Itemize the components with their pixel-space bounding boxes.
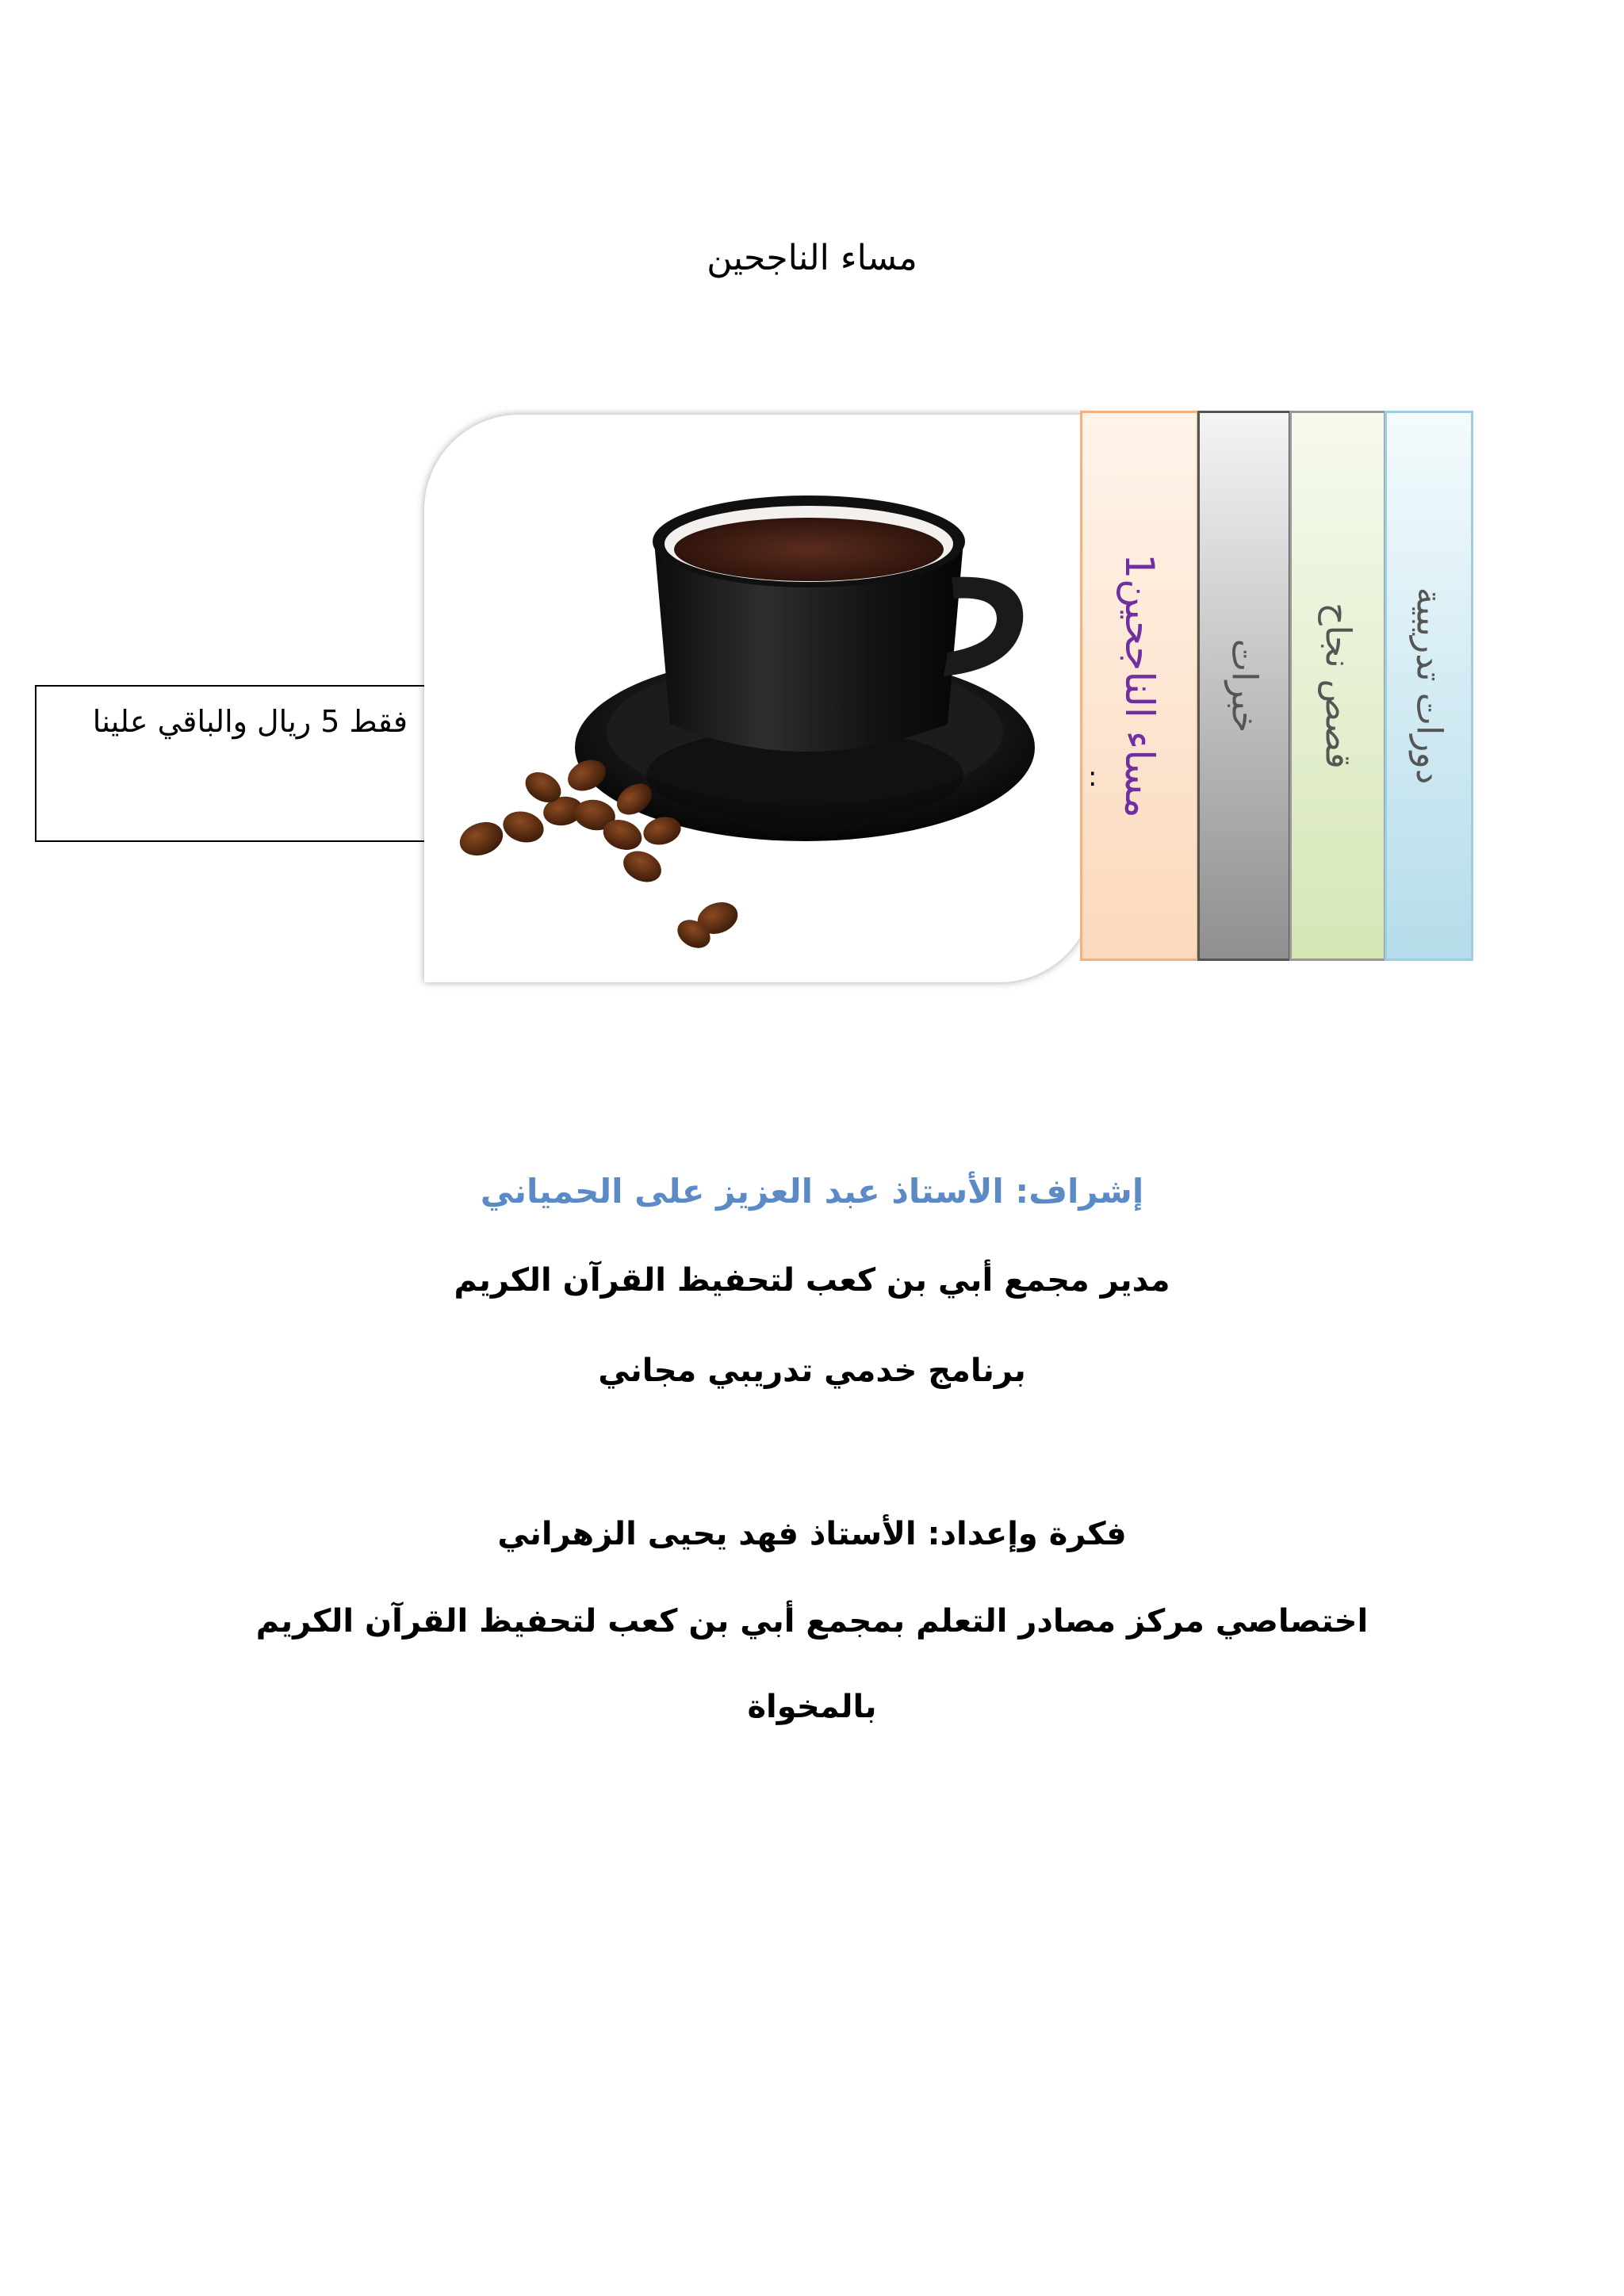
location-line: بالمخواة: [747, 1689, 877, 1725]
price-text-box: [35, 685, 427, 842]
coffee-cup-image: [424, 415, 1094, 982]
supervision-line: إشراف: الأستاذ عبد العزيز على الحمياني: [480, 1172, 1144, 1211]
program-line: برنامج خدمي تدريبي مجاني: [598, 1353, 1026, 1389]
tab-colon: :: [1088, 761, 1097, 793]
director-line: مدير مجمع أبي بن كعب لتحفيظ القرآن الكريم: [454, 1262, 1170, 1299]
tab-masaa-alnajihin[interactable]: [1080, 411, 1199, 961]
tab-label: دورات تدريبية: [1408, 587, 1450, 785]
tab-label: خبرات: [1224, 638, 1265, 733]
tab-khibrat[interactable]: [1197, 411, 1291, 961]
specialist-line: اختصاصي مركز مصادر التعلم بمجمع أبي بن كعب لتحفيظ القرآن الكريم: [255, 1603, 1369, 1640]
coffee-photo: [424, 415, 1094, 982]
price-text: فقط 5 ريال والباقي علينا: [92, 704, 408, 739]
idea-line: فكرة وإعداد: الأستاذ فهد يحيى الزهراني: [497, 1516, 1127, 1552]
tab-dawrat-tadribiya[interactable]: [1385, 411, 1473, 961]
tab-label: قصص نجاح: [1317, 603, 1358, 769]
tab-label: مساء الناجحين1: [1116, 553, 1162, 818]
tab-qisas-najah[interactable]: [1289, 411, 1386, 961]
page-title: مساء الناجحين: [707, 238, 917, 278]
